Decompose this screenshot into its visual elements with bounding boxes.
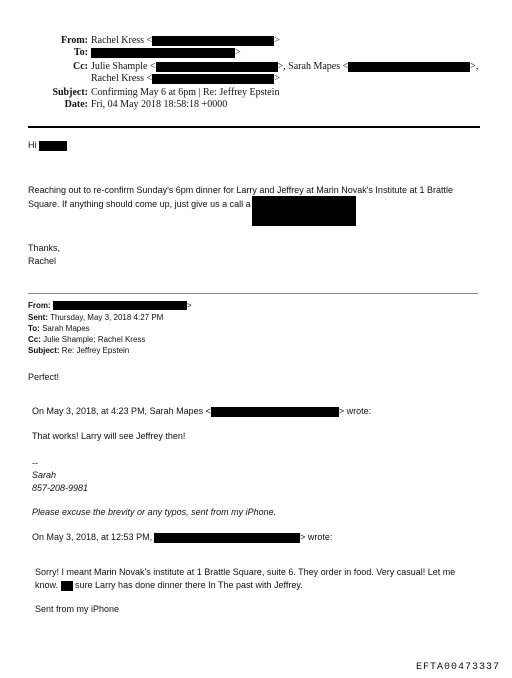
header-cc-value-4: Rachel Kress < — [91, 73, 153, 84]
header-to-gt: > — [235, 47, 241, 58]
header-cc-value-2: >, Sarah Mapes < — [277, 61, 349, 72]
quote2-intro-row — [32, 532, 332, 543]
forward-subject-value: Re: Jeffrey Epstein — [61, 346, 130, 355]
header-from-label: From: — [60, 35, 88, 46]
header-to-label: To: — [73, 47, 88, 58]
redaction-box — [154, 533, 300, 543]
header-to-row — [8, 47, 241, 58]
signature-name: Sarah — [32, 470, 57, 480]
forward-to-row — [28, 324, 90, 333]
redaction-box — [152, 74, 274, 84]
header-date-label: Date: — [64, 99, 88, 110]
redaction-box — [348, 62, 470, 72]
redaction-box — [53, 301, 187, 310]
forward-cc-value: Julie Shample; Rachel Kress — [43, 335, 146, 344]
signature-phone: 857-208-9981 — [32, 483, 89, 493]
header-from-value: Rachel Kress < — [91, 35, 153, 46]
forward-subject-row — [28, 346, 129, 355]
header-from-gt: > — [274, 35, 280, 46]
header-date-row — [8, 99, 227, 110]
quote1-wrote: > wrote: — [338, 406, 372, 416]
forward-subject-label: Subject: — [28, 346, 60, 355]
redaction-box — [61, 581, 73, 591]
message1-closing: Thanks, — [28, 243, 61, 253]
quote2-sent-from: Sent from my iPhone — [35, 604, 120, 614]
quote1-intro-row — [32, 406, 371, 417]
redaction-box — [156, 62, 278, 72]
quote1-body: That works! Larry will see Jeffrey then! — [32, 431, 186, 441]
header-date-value: Fri, 04 May 2018 18:58:18 +0000 — [91, 99, 228, 110]
message2-text: Perfect! — [28, 372, 60, 382]
header-cc-row-2 — [91, 73, 280, 84]
forward-to-value: Sarah Mapes — [42, 324, 90, 333]
forward-sent-label: Sent: — [28, 313, 48, 322]
quote2-intro: On May 3, 2018, at 12:53 PM, — [32, 532, 153, 542]
redaction-box — [39, 141, 67, 151]
header-cc-gt: > — [274, 73, 280, 84]
message1-signature: Rachel — [28, 256, 57, 266]
message1-greeting: Hi — [28, 140, 37, 150]
quote2-body-line2: know. sure Larry has done dinner there In The past with Jeffrey. — [35, 580, 303, 590]
forward-from-gt: > — [186, 301, 192, 310]
header-cc-value-3: >, — [470, 61, 479, 72]
redaction-box — [252, 196, 356, 226]
quote1-intro: On May 3, 2018, at 4:23 PM, Sarah Mapes < — [32, 406, 211, 416]
forward-cc-row — [28, 335, 145, 344]
header-cc-label: Cc: — [73, 61, 88, 72]
forward-cc-label: Cc: — [28, 335, 41, 344]
message1-body-line1: Reaching out to re-confirm Sunday's 6pm dinner for Larry and Jeffrey at Marin Novak's Institute at 1 Brattle — [28, 185, 453, 195]
header-subject-label: Subject: — [52, 87, 88, 98]
message1-body-line2: Square. If anything should come up, just give us a call a — [28, 199, 251, 209]
header-subject-value: Confirming May 6 at 6pm | Re: Jeffrey Epstein — [91, 87, 280, 98]
bates-number: EFTA00473337 — [416, 662, 501, 673]
forward-from-row — [28, 301, 192, 310]
signature-dashes: -- — [32, 458, 38, 468]
redaction-box — [211, 407, 339, 417]
message1-greeting-row — [28, 140, 67, 151]
forward-sent-value: Thursday, May 3, 2018 4:27 PM — [50, 313, 164, 322]
forward-to-label: To: — [28, 324, 40, 333]
header-cc-row — [8, 61, 478, 72]
quote2-wrote: > wrote: — [300, 532, 333, 542]
quote2-body-line1: Sorry! I meant Marin Novak's institute at 1 Brattle Square, suite 6. They order in food. Very casual! Let me — [35, 567, 456, 577]
redaction-box — [91, 48, 235, 58]
forward-from-label: From: — [28, 301, 51, 310]
signature-note: Please excuse the brevity or any typos, sent from my iPhone. — [32, 507, 277, 517]
forward-divider — [28, 293, 478, 294]
forward-sent-row — [28, 313, 163, 322]
redaction-box — [152, 36, 274, 46]
header-from-row — [8, 35, 280, 46]
header-divider — [28, 126, 480, 128]
header-subject-row — [8, 87, 279, 98]
header-cc-value-1: Julie Shample < — [91, 61, 156, 72]
